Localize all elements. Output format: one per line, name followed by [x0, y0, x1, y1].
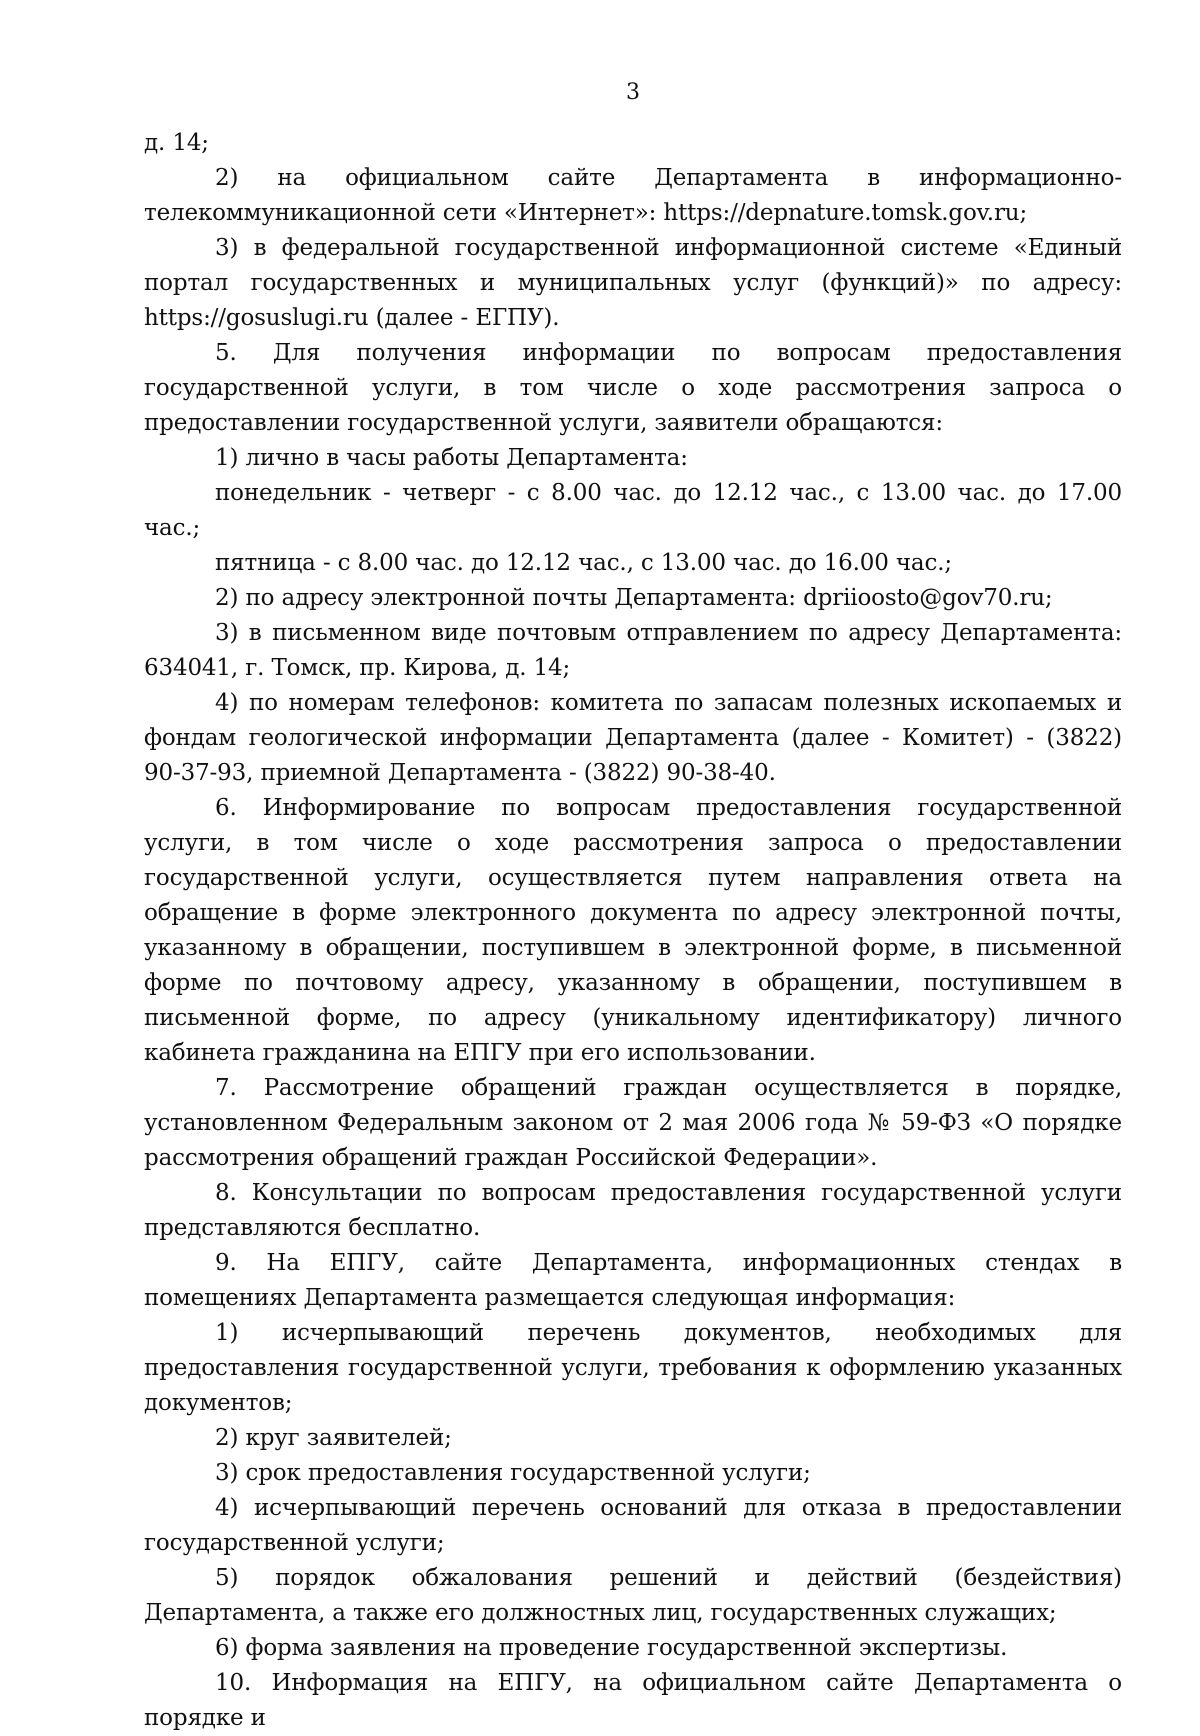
paragraph-9-1-documents: 1) исчерпывающий перечень документов, необходимых для предоставления государственной услуги, требования к оформлению указанных документов;: [144, 1320, 1122, 1416]
paragraph-hours-fri: пятница - с 8.00 час. до 12.12 час., с 13.00 час. до 16.00 час.;: [215, 550, 952, 576]
paragraph-9-2-applicants: 2) круг заявителей;: [215, 1425, 452, 1451]
paragraph-9-5-appeal-procedure: 5) порядок обжалования решений и действий (бездействия) Департамента, а также его должностных лиц, государственных служащих;: [144, 1565, 1122, 1626]
paragraph-email: 2) по адресу электронной почты Департамента: dpriioosto@gov70.ru;: [215, 585, 1053, 611]
paragraph-5-inquiries: 5. Для получения информации по вопросам предоставления государственной услуги, в том числе о ходе рассмотрения запроса о предоставлении государственной услуги, заявители обращаются:: [144, 340, 1122, 436]
document-body: [144, 126, 1122, 1736]
paragraph-epgu-portal: 3) в федеральной государственной информационной системе «Единый портал государственных и муниципальных услуг (функций)» по адресу: https://gosuslugi.ru (далее - ЕГПУ).: [144, 235, 1122, 331]
paragraph-9-4-refusal: 4) исчерпывающий перечень оснований для отказа в предоставлении государственной услуги;: [144, 1495, 1122, 1556]
paragraph-10-information: 10. Информация на ЕПГУ, на официальном сайте Департамента о порядке и: [144, 1670, 1122, 1731]
paragraph-9-6-application-form: 6) форма заявления на проведение государственной экспертизы.: [215, 1635, 1008, 1661]
paragraph-address-end: д. 14;: [144, 130, 209, 156]
paragraph-hours-mon-thu: понедельник - четверг - с 8.00 час. до 12.12 час., с 13.00 час. до 17.00 час.;: [144, 480, 1122, 541]
document-page: [144, 0, 1122, 1731]
paragraph-9-3-term: 3) срок предоставления государственной услуги;: [215, 1460, 811, 1486]
paragraph-6-informing: 6. Информирование по вопросам предоставления государственной услуги, в том числе о ходе рассмотрения запроса о предоставлении государственной услуги, осуществляется путем направления ответа на обращение в форме электронного документа по адресу электронной почты, указанному в обращении, поступившем в электронной форме, в письменной форме по почтовому адресу, указанному в обращении, поступившем в письменной форме, по адресу (уникальному идентификатору) личного кабинета гражданина на ЕПГУ при его использовании.: [144, 795, 1122, 1066]
paragraph-in-person: 1) лично в часы работы Департамента:: [215, 445, 688, 471]
paragraph-9-published-info: 9. На ЕПГУ, сайте Департамента, информационных стендах в помещениях Департамента размещается следующая информация:: [144, 1250, 1122, 1311]
paragraph-7-appeals: 7. Рассмотрение обращений граждан осуществляется в порядке, установленном Федеральным законом от 2 мая 2006 года № 59-ФЗ «О порядке рассмотрения обращений граждан Российской Федерации».: [144, 1075, 1122, 1171]
paragraph-phones: 4) по номерам телефонов: комитета по запасам полезных ископаемых и фондам геологической информации Департамента (далее - Комитет) - (3822) 90-37-93, приемной Департамента - (3822) 90-38-40.: [144, 690, 1122, 786]
paragraph-official-site: 2) на официальном сайте Департамента в информационно-телекоммуникационной сети «Интернет»: https://depnature.tomsk.gov.ru;: [144, 165, 1122, 226]
paragraph-8-consultations: 8. Консультации по вопросам предоставления государственной услуги представляются бесплатно.: [144, 1180, 1122, 1241]
page-number: 3: [626, 80, 640, 105]
paragraph-postal: 3) в письменном виде почтовым отправлением по адресу Департамента: 634041, г. Томск, пр. Кирова, д. 14;: [144, 620, 1122, 681]
